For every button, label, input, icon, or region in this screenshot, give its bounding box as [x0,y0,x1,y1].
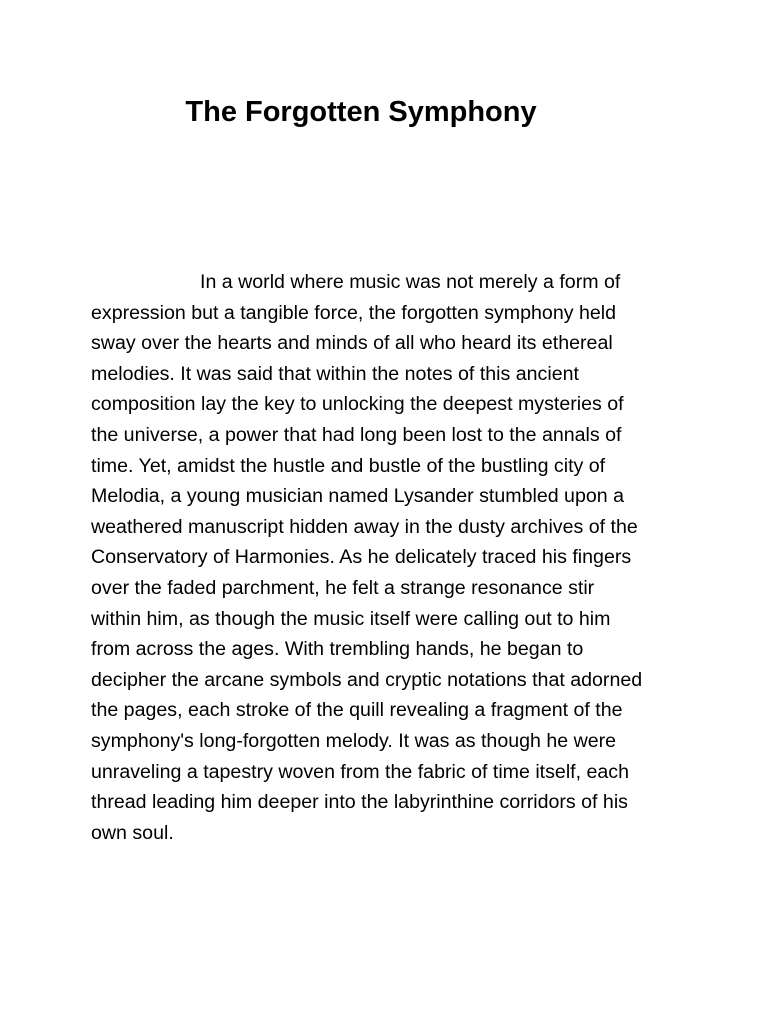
paragraph-line: Melodia, a young musician named Lysander stumbled upon a [91,485,624,508]
document-title-text: The Forgotten Symphony [185,96,537,128]
paragraph-line: over the faded parchment, he felt a strange resonance stir [91,576,595,599]
paragraph-line: within him, as though the music itself were calling out to him [91,607,611,630]
paragraph-line: composition lay the key to unlocking the deepest mysteries of [91,393,624,416]
body-paragraph [91,267,691,848]
paragraph-line: from across the ages. With trembling hands, he began to [91,638,584,661]
paragraph-line: expression but a tangible force, the forgotten symphony held [91,301,617,324]
paragraph-line: Conservatory of Harmonies. As he delicately traced his fingers [91,546,632,569]
paragraph-line: own soul. [91,821,174,844]
paragraph-line: the pages, each stroke of the quill revealing a fragment of the [91,699,623,722]
paragraph-line: time. Yet, amidst the hustle and bustle of the bustling city of [91,454,606,477]
paragraph-line: melodies. It was said that within the notes of this ancient [91,362,579,385]
paragraph-line: unraveling a tapestry woven from the fabric of time itself, each [91,760,629,783]
document-title [0,96,768,129]
paragraph-line: thread leading him deeper into the labyrinthine corridors of his [91,791,628,814]
paragraph-line: weathered manuscript hidden away in the dusty archives of the [91,515,638,538]
paragraph-line: decipher the arcane symbols and cryptic notations that adorned [91,668,643,691]
paragraph-line: In a world where music was not merely a form of [200,271,621,293]
paragraph-line: sway over the hearts and minds of all who heard its ethereal [91,332,613,355]
paragraph-line: the universe, a power that had long been lost to the annals of [91,423,622,446]
paragraph-line: symphony's long-forgotten melody. It was as though he were [91,729,617,752]
